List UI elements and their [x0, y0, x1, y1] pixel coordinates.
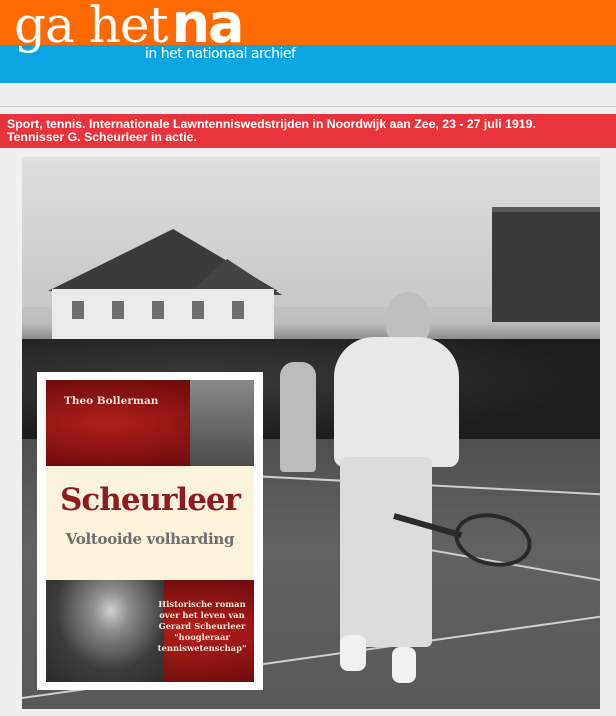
photo-player-trousers	[340, 457, 432, 647]
photo-grandstand	[492, 212, 600, 322]
house-window	[112, 301, 124, 319]
header-gray-band	[0, 83, 616, 107]
blurb-line: "hoogleraar	[174, 632, 230, 642]
book-portrait-young	[190, 380, 254, 466]
photo-player-shirt	[334, 337, 459, 467]
book-portrait-old	[46, 580, 164, 682]
book-cover-inner	[46, 380, 254, 682]
book-subtitle: Voltooide volharding	[65, 530, 235, 548]
book-blurb	[156, 599, 248, 654]
site-tagline: in het nationaal archief	[145, 46, 296, 62]
photo-background-person	[280, 362, 316, 472]
book-author: Theo Bollerman	[64, 395, 159, 407]
photo-player-shoe	[340, 635, 366, 671]
house-window	[192, 301, 204, 319]
book-bottom-panel	[46, 580, 254, 682]
blurb-line: Historische roman	[158, 599, 246, 609]
blurb-line: tenniswetenschap"	[157, 643, 247, 653]
house-window	[232, 301, 244, 319]
photo-player-shoe	[392, 647, 416, 683]
caption-line-2: Tennisser G. Scheurleer in actie.	[7, 129, 197, 144]
page-right-margin	[600, 157, 616, 709]
blurb-line: Gerard Scheurleer	[158, 621, 246, 631]
caption-line-1: Sport, tennis. Internationale Lawntenniswedstrijden in Noordwijk aan Zee, 23 - 27 juli 1919.	[7, 117, 536, 131]
house-window	[72, 301, 84, 319]
house-window	[152, 301, 164, 319]
book-top-panel	[46, 380, 254, 466]
book-cover	[37, 372, 263, 690]
photo-caption	[0, 114, 616, 148]
book-title: Scheurleer	[60, 482, 240, 518]
logo-light-text: ga het	[14, 0, 168, 54]
logo-bold-text: na	[171, 0, 243, 55]
blurb-line: over het leven van	[159, 610, 245, 620]
